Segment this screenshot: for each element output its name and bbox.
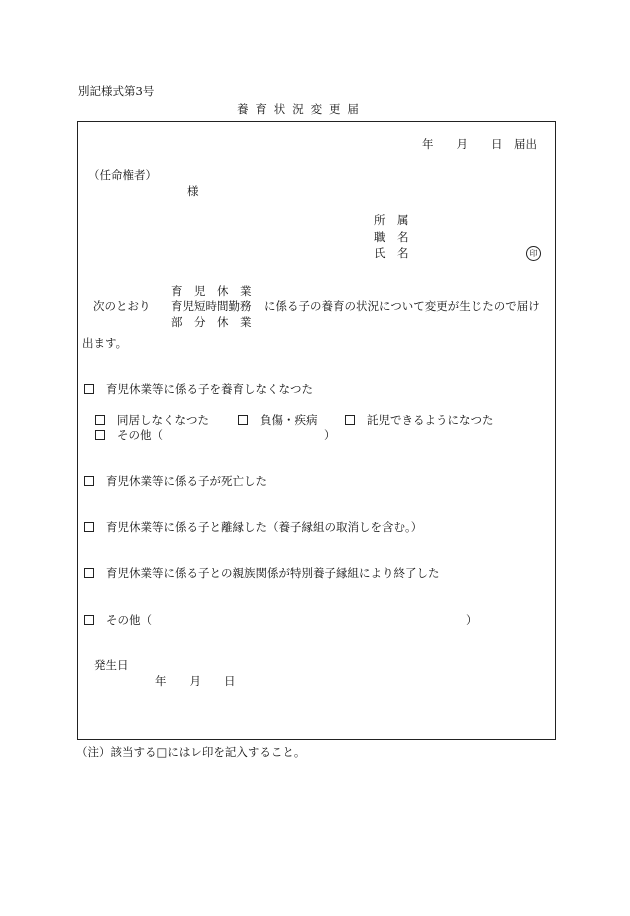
checkbox[interactable] <box>84 568 94 578</box>
form-title: 養育状況変更届 <box>237 102 366 116</box>
affiliation-label: 所 属 <box>374 213 409 227</box>
checkbox[interactable] <box>84 384 94 394</box>
intro-option-short-hours: 育児短時間勤務 <box>171 299 252 313</box>
name-label: 氏 名 <box>374 246 409 260</box>
intro-continuation: 出ます。 <box>82 336 128 350</box>
occurrence-date-value: 年 月 日 <box>155 674 236 688</box>
sub-item-label: その他（ ） <box>117 428 336 442</box>
item-label: 育児休業等に係る子と離縁した（養子縁組の取消しを含む。） <box>106 520 423 534</box>
sub-item-not-cohabiting <box>95 415 209 427</box>
intro-option-childcare-leave: 育 児 休 業 <box>171 284 252 298</box>
item-label: 育児休業等に係る子との親族関係が特別養子縁組により終了した <box>106 566 440 580</box>
checkbox[interactable] <box>238 415 248 425</box>
seal-mark: 印 <box>526 246 541 261</box>
item-dissolution-of-adoption <box>84 522 422 534</box>
item-label: 育児休業等に係る子が死亡した <box>106 474 267 488</box>
checkbox[interactable] <box>84 476 94 486</box>
appointer-label: （任命権者） <box>88 168 157 182</box>
footnote: （注）該当する□にはレ印を記入すること。 <box>76 745 306 759</box>
checkbox[interactable] <box>84 615 94 625</box>
sub-item-other <box>95 430 336 442</box>
sub-item-injury-illness <box>238 415 318 427</box>
intro-suffix: に係る子の養育の状況について変更が生じたので届け <box>264 299 540 313</box>
intro-prefix: 次のとおり <box>93 299 151 313</box>
sub-item-childcare-available <box>345 415 494 427</box>
appointer-honorific: 様 <box>187 184 199 198</box>
item-no-longer-raising <box>84 384 313 396</box>
form-number: 別記様式第3号 <box>78 84 155 98</box>
intro-option-partial-leave: 部 分 休 業 <box>171 315 252 329</box>
item-other <box>84 615 152 627</box>
item-label: 育児休業等に係る子を養育しなくなつた <box>106 382 313 396</box>
sub-item-label: 同居しなくなつた <box>117 413 209 427</box>
position-label: 職 名 <box>374 230 409 244</box>
item-child-deceased <box>84 476 267 488</box>
checkbox[interactable] <box>345 415 355 425</box>
item-special-adoption-ended <box>84 568 440 580</box>
checkbox[interactable] <box>95 430 105 440</box>
sub-item-label: 託児できるようになつた <box>367 413 494 427</box>
checkbox[interactable] <box>84 522 94 532</box>
item-label: その他（ <box>106 613 152 627</box>
checkbox[interactable] <box>95 415 105 425</box>
submission-date: 年 月 日 届出 <box>422 137 537 151</box>
sub-item-label: 負傷・疾病 <box>260 413 318 427</box>
occurrence-date-label: 発生日 <box>94 658 129 672</box>
item-other-close-paren: ） <box>466 613 478 627</box>
